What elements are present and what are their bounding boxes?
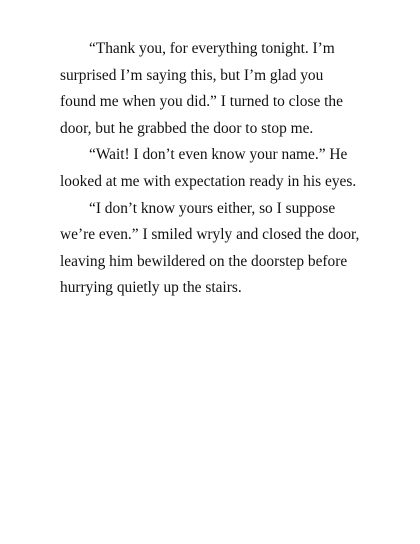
paragraph-3: “I don’t know yours either, so I suppose we’re even.” I smiled wryly and closed the door, leaving him bewildered on the doorstep before hurrying quietly up the stairs. (60, 199, 360, 297)
body-text (60, 36, 360, 302)
paragraph-2: “Wait! I don’t even know your name.” He looked at me with expectation ready in his eyes. (60, 146, 357, 190)
paragraph-1: “Thank you, for everything tonight. I’m surprised I’m saying this, but I’m glad you found me when you did.” I turned to close the door, but he grabbed the door to stop me. (60, 40, 343, 137)
